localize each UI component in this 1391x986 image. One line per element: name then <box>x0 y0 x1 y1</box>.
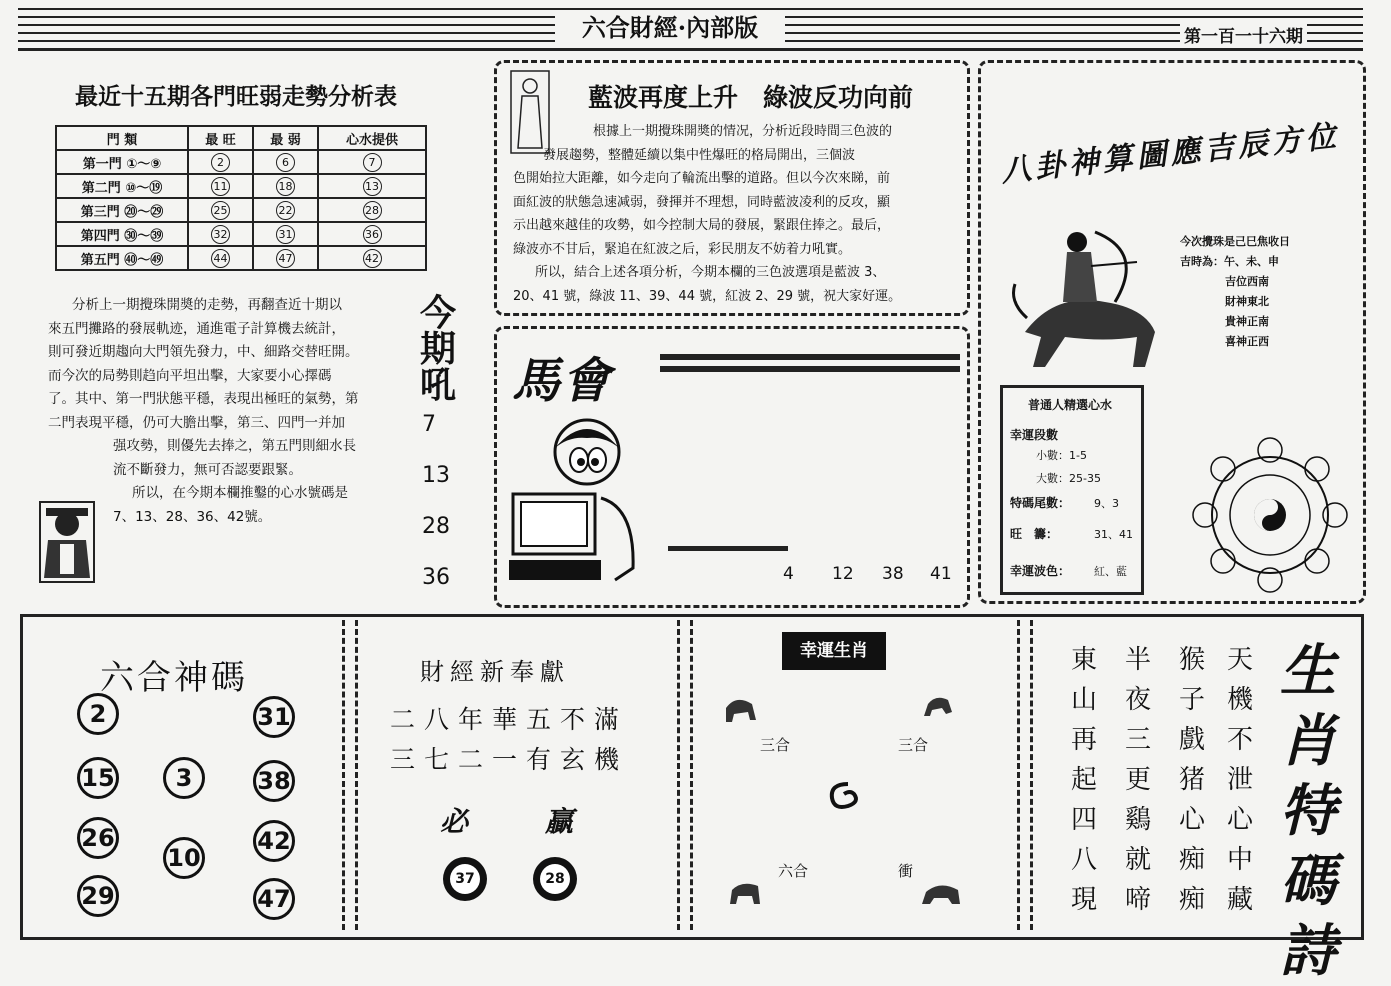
shout-number: 28 <box>422 514 450 539</box>
color-label: 幸運波色： <box>1010 564 1071 578</box>
tip-value: 42 <box>363 249 382 268</box>
poem-char: 三 <box>1124 725 1151 755</box>
trend-title: 最近十五期各門旺弱走勢分析表 <box>75 83 397 110</box>
number-ball: 42 <box>253 820 295 862</box>
analysis-line: 而今次的局勢則趋向平坦出擊，大家要小心擇碼 <box>48 367 332 384</box>
number-ball: 10 <box>163 837 205 879</box>
poem-char: 天 <box>1226 645 1253 675</box>
min-value: 47 <box>276 249 295 268</box>
poem-char: 夜 <box>1124 685 1151 715</box>
finance-line: 三七二一有玄機 <box>390 745 629 774</box>
snake-icon <box>832 784 856 807</box>
goat-icon <box>924 698 952 716</box>
wave-line: 根據上一期攪珠開奬的情况，分析近段時間三色波的 <box>593 124 893 139</box>
poem-char: 心 <box>1226 805 1253 835</box>
info-line: 喜神正西 <box>1225 335 1269 348</box>
lucky-big: 大數：25-35 <box>1036 472 1101 485</box>
monkey-icon <box>730 884 760 904</box>
horse-number: 4 <box>783 564 794 584</box>
info-line: 吉時為：午、未、申 <box>1180 255 1279 268</box>
info-line: 財神東北 <box>1225 295 1269 308</box>
trend-analysis <box>48 294 408 529</box>
hot-value: 31、41 <box>1094 528 1133 541</box>
min-value: 31 <box>276 225 295 244</box>
horse-number: 12 <box>832 564 854 584</box>
number-ball: 29 <box>77 875 119 917</box>
lucky-sub: 幸運段數 <box>1010 428 1059 442</box>
divider <box>342 620 345 930</box>
win-char: 必 <box>440 805 469 838</box>
number-ball: 47 <box>253 878 295 920</box>
zodiac-illustrations <box>722 690 962 920</box>
poem-char: 再 <box>1070 725 1097 755</box>
number-ball: 2 <box>77 693 119 735</box>
info-line: 今次攪珠是己巳焦收日 <box>1180 235 1290 248</box>
archer-horseman-illustration <box>1005 222 1165 372</box>
shout-number: 7 <box>422 412 436 437</box>
min-value: 18 <box>276 177 295 196</box>
poem-char: 中 <box>1226 845 1253 875</box>
wave-line: 綠波亦不甘后，緊追在紅波之后，彩民朋友不妨着力吼實。 <box>513 241 852 257</box>
hot-label: 旺 籌： <box>1010 527 1059 541</box>
divider <box>677 620 680 930</box>
header-rule <box>18 48 1363 51</box>
horse-number: 41 <box>930 564 952 584</box>
analysis-line: 則可發近期趨向大門領先發力，中、細路交替旺開。 <box>48 344 359 360</box>
wave-line: 所以，結合上述各項分析，今期本欄的三色波選項是藍波 3、 <box>535 265 886 280</box>
row-label: 第五門 ㊵～㊾ <box>56 246 188 270</box>
tail-label: 特碼尾數： <box>1010 496 1071 510</box>
lucky-title: 普通人精選心水 <box>1027 398 1112 412</box>
wave-line: 色開始拉大距離，如今走向了輪流出擊的道路。但以今次來睇，前 <box>513 171 891 186</box>
number-ball: 15 <box>77 757 119 799</box>
column-header: 門 類 <box>56 126 188 150</box>
tip-value: 13 <box>363 177 382 196</box>
column-header: 最 弱 <box>253 126 318 150</box>
zodiac-label: 三合 <box>898 736 929 754</box>
poem-char: 心 <box>1178 805 1205 835</box>
issue-number: 第一百一十六期 <box>1180 22 1307 47</box>
poem-char: 泄 <box>1226 765 1253 795</box>
lucky-small: 小數：1-5 <box>1036 449 1087 462</box>
pig-icon <box>922 885 960 904</box>
poem-char: 東 <box>1070 645 1097 675</box>
analysis-line: 來五門攤路的發展軌迹，通進電子計算機去統計， <box>48 320 345 337</box>
wave-body <box>513 120 958 308</box>
wave-line: 示出越來越佳的攻勢，如今控制大局的發展，緊跟住捧之。最后， <box>513 218 891 233</box>
poem-column <box>1176 640 1208 920</box>
number-ball: 3 <box>163 757 205 799</box>
row-label: 第一門 ①～⑨ <box>56 150 188 174</box>
poem-char: 痴 <box>1178 885 1205 915</box>
tip-value: 36 <box>363 225 382 244</box>
tip-value: 28 <box>363 201 382 220</box>
number-ball: 26 <box>77 817 119 859</box>
analysis-line: 7、13、28、36、42號。 <box>113 508 272 525</box>
min-value: 22 <box>276 201 295 220</box>
masthead-title: 六合財經·內部版 <box>555 12 785 44</box>
table-header-row <box>56 126 426 150</box>
max-value: 2 <box>211 153 230 172</box>
poem-char: 就 <box>1124 845 1151 875</box>
poem-char: 現 <box>1070 885 1097 915</box>
divider <box>1030 620 1033 930</box>
shout-number: 13 <box>422 463 450 488</box>
poem-char: 戲 <box>1178 725 1205 755</box>
lucky-ball-number: 37 <box>450 864 480 894</box>
trend-table <box>55 125 427 271</box>
number-ball: 31 <box>253 696 295 738</box>
info-line: 吉位西南 <box>1225 275 1269 288</box>
zodiac-label: 六合 <box>778 862 809 880</box>
tail-value: 9、3 <box>1094 497 1119 510</box>
bagua-info <box>1180 232 1330 352</box>
lucky-ball <box>443 857 487 901</box>
analysis-line: 所以，在今期本欄推鑿的心水號碼是 <box>132 485 348 501</box>
poem-char: 八 <box>1070 845 1097 875</box>
poem-char: 猴 <box>1178 645 1205 675</box>
shout-label: 今期吼 <box>419 292 456 406</box>
max-value: 25 <box>211 201 230 220</box>
poem-char: 猪 <box>1178 765 1205 795</box>
column-header: 心水提供 <box>318 126 426 150</box>
header-rule <box>18 8 1363 10</box>
finance-line: 二八年華五不滿 <box>390 705 629 734</box>
row-label: 第四門 ㉚～㊴ <box>56 222 188 246</box>
analysis-line: 了。其中、第一門狀態平穩，表現出極旺的氣勢，第 <box>48 391 359 407</box>
analysis-line: 流不斷發力，無可否認要跟緊。 <box>113 461 302 478</box>
info-line: 貴神正南 <box>1225 315 1269 328</box>
zodiac-label: 衝 <box>898 862 914 880</box>
poem-column <box>1224 640 1256 920</box>
max-value: 44 <box>211 249 230 268</box>
poem-char: 半 <box>1124 645 1151 675</box>
bagua-wheel-illustration <box>1180 445 1345 595</box>
poem-char: 子 <box>1178 685 1205 715</box>
poem-char: 山 <box>1070 685 1097 715</box>
finance-title: 財經新奉獻 <box>420 658 570 686</box>
color-value: 紅、藍 <box>1094 565 1127 578</box>
poem-char: 鷄 <box>1124 805 1151 835</box>
wave-line: 面紅波的狀態急速减弱，發揮并不理想，同時藍波凌利的反攻，顯 <box>513 194 891 210</box>
poem-column <box>1122 640 1154 920</box>
poem-char: 藏 <box>1226 885 1253 915</box>
table-row <box>56 198 426 222</box>
zodiac-label: 三合 <box>760 736 791 754</box>
poem-char: 不 <box>1226 725 1253 755</box>
lucky-ball-number: 28 <box>540 864 570 894</box>
wave-title: 藍波再度上升 綠波反功向前 <box>588 83 914 112</box>
column-header: 最 旺 <box>188 126 253 150</box>
number-ball: 38 <box>253 760 295 802</box>
deity-illustration <box>38 500 96 585</box>
poem-column <box>1068 640 1100 920</box>
lucky-ball <box>533 857 577 901</box>
tip-value: 7 <box>363 153 382 172</box>
row-label: 第二門 ⑩～⑲ <box>56 174 188 198</box>
horse-number: 38 <box>882 564 904 584</box>
poem-char: 啼 <box>1124 885 1151 915</box>
horse-club-title: 馬會 <box>512 353 613 409</box>
zodiac-title: 幸運生肖 <box>782 632 886 670</box>
analysis-line: 二門表現平穩，仍可大膽出擊，第三、四門一并加 <box>48 414 345 431</box>
poem-char: 機 <box>1226 685 1253 715</box>
poem-char: 四 <box>1070 805 1097 835</box>
bagua-title: 八卦神算圖應吉辰方位 <box>999 118 1342 190</box>
shout-number: 36 <box>422 565 450 590</box>
poem-char: 更 <box>1124 765 1151 795</box>
divider <box>355 620 358 930</box>
horse-icon <box>726 700 756 722</box>
banner-decoration <box>660 352 960 376</box>
min-value: 6 <box>276 153 295 172</box>
wave-line: 20、41 號，綠波 11、39、44 號，紅波 2、29 號，祝大家好運。 <box>513 288 902 304</box>
table-row <box>56 222 426 246</box>
table-row <box>56 174 426 198</box>
max-value: 11 <box>211 177 230 196</box>
table-row <box>56 150 426 174</box>
poem-title: 生肖特碼詩 <box>1280 638 1336 984</box>
poem-char: 痴 <box>1178 845 1205 875</box>
analysis-line: 强攻勢，則優先去捧之，第五門則細水長 <box>113 438 356 454</box>
god-code-title: 六合神碼 <box>100 658 248 698</box>
win-char: 贏 <box>545 805 574 838</box>
hint-label-strip <box>668 546 788 551</box>
row-label: 第三門 ⑳～㉙ <box>56 198 188 222</box>
table-row <box>56 246 426 270</box>
divider <box>690 620 693 930</box>
divider <box>1017 620 1020 930</box>
cartoon-computer-illustration <box>505 418 655 588</box>
analysis-line: 分析上一期攪珠開奬的走勢，再翻查近十期以 <box>72 297 342 313</box>
wave-line: 發展趨勢，整體延續以集中性爆旺的格局開出，三個波 <box>543 147 856 163</box>
max-value: 32 <box>211 225 230 244</box>
poem-char: 起 <box>1070 765 1097 795</box>
